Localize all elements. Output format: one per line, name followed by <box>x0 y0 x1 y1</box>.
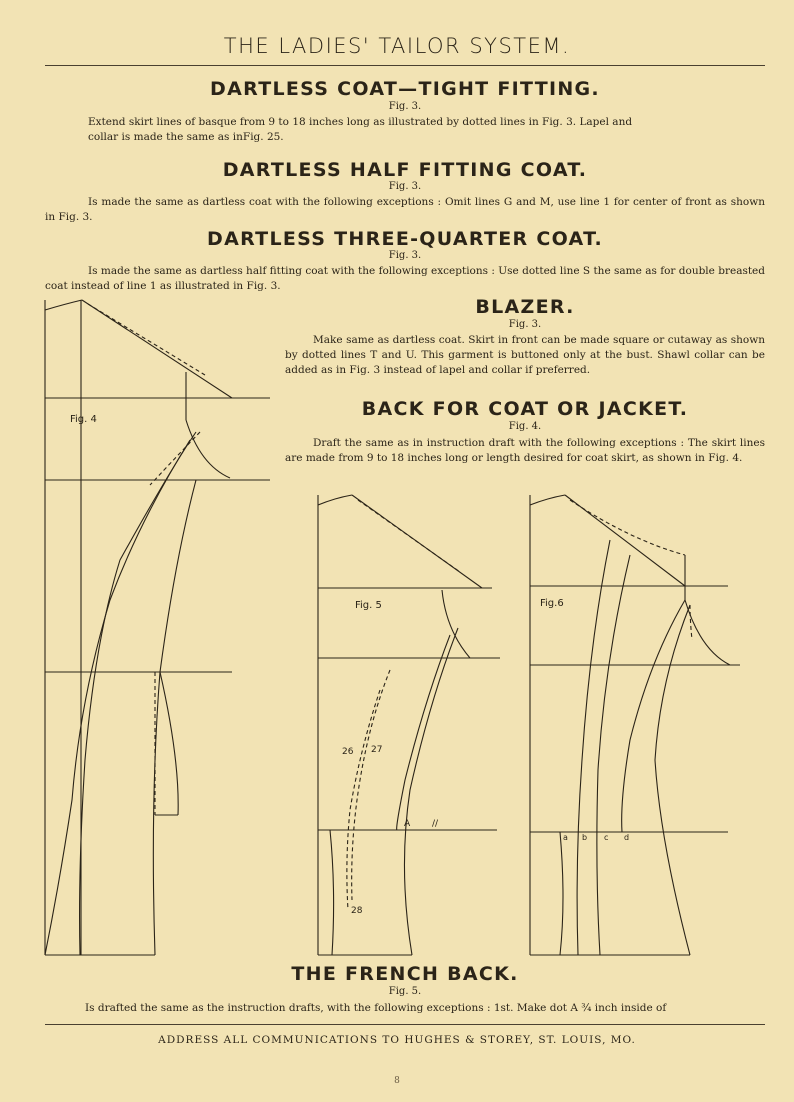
heading-dartless-coat: DARTLESS COAT—TIGHT FITTING. <box>210 78 600 100</box>
mark-27: 27 <box>371 745 383 755</box>
paragraph-dartless-coat: Extend skirt lines of basque from 9 to 18 inches long as illustrated by dotted lines in Fig. 3. Lapel and collar is made the same as inFig. 25. <box>88 116 633 143</box>
heading-three-quarter-coat: DARTLESS THREE-QUARTER COAT. <box>207 228 603 250</box>
fig-ref: Fig. 3. <box>388 181 422 192</box>
paragraph-back-for-coat: Draft the same as in instruction draft with the following exceptions : The skirt lines are made from 9 to 18 inches long or length desired for coat skirt, as shown in Fig. 4. <box>285 437 765 464</box>
fig-5-label: Fig. 5 <box>355 600 382 611</box>
paragraph-french-back: Is drafted the same as the instruction drafts, with the following exceptions : 1st. Make dot A ¾ inch inside of <box>85 1002 667 1014</box>
mark-fig6-c: c <box>604 833 609 842</box>
fig-ref: Fig. 3. <box>508 319 542 330</box>
fig-ref: Fig. 3. <box>388 250 422 261</box>
heading-half-fitting-coat: DARTLESS HALF FITTING COAT. <box>222 159 588 181</box>
mark-26: 26 <box>342 747 354 757</box>
mark-fig6-a: a <box>563 833 568 842</box>
draft-fig-6 <box>530 495 740 955</box>
draft-fig-5 <box>318 495 500 955</box>
fig-6-label: Fig.6 <box>540 598 564 609</box>
page-number: 8 <box>394 1076 400 1086</box>
fig-ref: Fig. 4. <box>508 421 542 432</box>
fig-ref: Fig. 3. <box>388 101 422 112</box>
mark-fig6-d: d <box>624 833 630 842</box>
footer-address: ADDRESS ALL COMMUNICATIONS TO HUGHES & STOREY, ST. LOUIS, MO. <box>158 1034 636 1046</box>
paragraph-half-fitting-coat: Is made the same as dartless coat with the following exceptions : Omit lines G and M, use line 1 for center of front as shown in Fig. 3. <box>45 196 765 223</box>
heading-french-back: THE FRENCH BACK. <box>291 963 519 985</box>
heading-back-for-coat: BACK FOR COAT OR JACKET. <box>361 398 689 420</box>
fig-ref: Fig. 5. <box>388 986 422 997</box>
paragraph-three-quarter-coat: Is made the same as dartless half fitting coat with the following exceptions : Use dotted line S the same as for double breasted coat instead of line 1 as illustrated in Fig. 3. <box>45 265 765 292</box>
footer-rule <box>45 1024 765 1025</box>
mark-slash: // <box>432 819 439 829</box>
heading-blazer: BLAZER. <box>475 296 575 318</box>
mark-fig6-b: b <box>582 833 588 842</box>
draft-fig-4 <box>45 300 270 955</box>
fig-4-label: Fig. 4 <box>70 414 97 425</box>
mark-28: 28 <box>351 906 363 916</box>
running-head: THE LADIES' TAILOR SYSTEM. <box>223 34 571 58</box>
mark-a: A <box>404 819 411 829</box>
paragraph-blazer: Make same as dartless coat. Skirt in front can be made square or cutaway as shown by dotted lines T and U. This garment is buttoned only at the bust. Shawl collar can be added as in Fig. 3 instead of lapel and collar if preferred. <box>285 334 765 376</box>
